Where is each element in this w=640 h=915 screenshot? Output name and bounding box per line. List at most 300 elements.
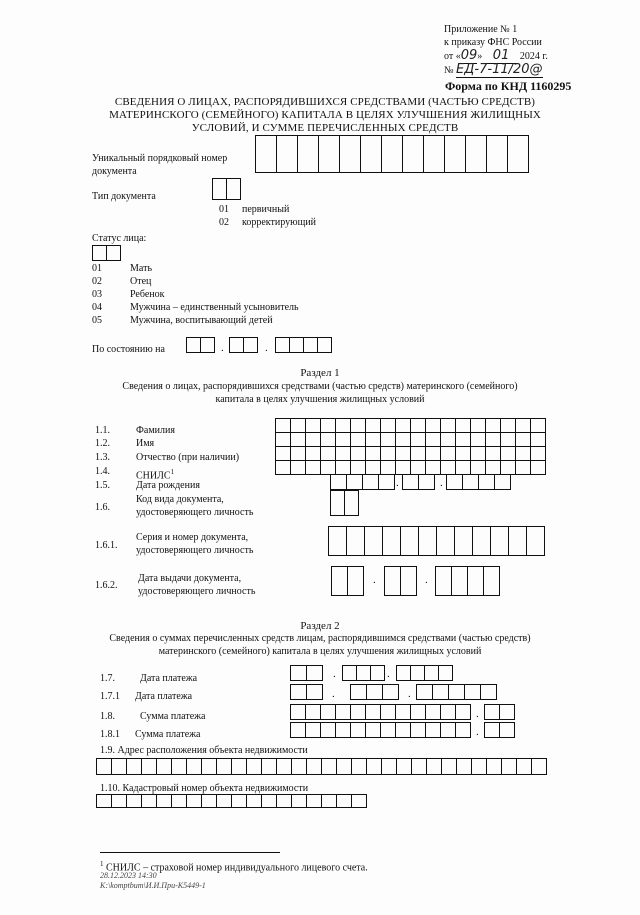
entry-cell[interactable]: [216, 794, 232, 808]
entry-cell[interactable]: [336, 794, 352, 808]
row-label-payment-sum-1: Сумма платежа: [135, 729, 201, 740]
entry-cell[interactable]: [400, 566, 417, 596]
entry-cell[interactable]: [410, 722, 426, 738]
fio-cell[interactable]: [350, 446, 366, 461]
entry-cell[interactable]: [365, 722, 381, 738]
entry-cell[interactable]: [226, 178, 241, 200]
entry-cell[interactable]: [291, 758, 307, 775]
entry-cell[interactable]: [351, 794, 367, 808]
entry-cell[interactable]: [276, 794, 292, 808]
entry-cell[interactable]: [526, 526, 545, 556]
fio-cell[interactable]: [335, 446, 351, 461]
entry-cell[interactable]: [378, 474, 395, 490]
entry-cell[interactable]: [186, 794, 202, 808]
entry-cell[interactable]: [365, 704, 381, 720]
entry-cell[interactable]: [384, 566, 401, 596]
as-of-month-cells[interactable]: [229, 337, 257, 353]
entry-cell[interactable]: [480, 684, 497, 700]
fio-cell[interactable]: [425, 460, 441, 475]
entry-cell[interactable]: [305, 722, 321, 738]
fio-cell[interactable]: [320, 432, 336, 447]
entry-cell[interactable]: [456, 758, 472, 775]
appendix-label: Приложение № 1: [444, 24, 518, 35]
entry-cell[interactable]: [472, 526, 491, 556]
entry-cell[interactable]: [455, 722, 471, 738]
entry-cell[interactable]: [96, 758, 112, 775]
row-num-1-1: 1.1.: [95, 425, 110, 436]
fio-cell[interactable]: [515, 460, 531, 475]
doc-code-cells[interactable]: [330, 490, 358, 516]
section1-heading: Раздел 1: [300, 367, 340, 379]
entry-cell[interactable]: [486, 135, 508, 173]
fio-cell[interactable]: [335, 460, 351, 475]
entry-cell[interactable]: [446, 474, 463, 490]
entry-cell[interactable]: [454, 526, 473, 556]
order-date: от «09» 01 2024 г.: [444, 48, 548, 63]
entry-cell[interactable]: [360, 135, 382, 173]
entry-cell[interactable]: [96, 794, 112, 808]
footnote-stamp2: К:\komptbum\И.И.Пpu-K5449-1: [100, 881, 206, 890]
fio-cell[interactable]: [395, 460, 411, 475]
entry-cell[interactable]: [346, 526, 365, 556]
fio-cell[interactable]: [275, 446, 291, 461]
row-label-surname: Фамилия: [136, 425, 175, 436]
status-code-03: 03: [92, 289, 102, 300]
fio-cell[interactable]: [350, 460, 366, 475]
entry-cell[interactable]: [306, 758, 322, 775]
entry-cell[interactable]: [328, 526, 347, 556]
birthdate-year-cells[interactable]: [446, 474, 510, 490]
entry-cell[interactable]: [464, 684, 481, 700]
fio-cell[interactable]: [320, 460, 336, 475]
status-text-01: Мать: [130, 263, 153, 274]
as-of-day-cells[interactable]: [186, 337, 214, 353]
entry-cell[interactable]: [426, 758, 442, 775]
entry-cell[interactable]: [416, 684, 433, 700]
entry-cell[interactable]: [380, 704, 396, 720]
entry-cell[interactable]: [346, 474, 363, 490]
entry-cell[interactable]: [171, 794, 187, 808]
fio-cell[interactable]: [455, 418, 471, 433]
entry-cell[interactable]: [111, 758, 127, 775]
fio-cell[interactable]: [530, 446, 546, 461]
form-title-line2: МАТЕРИНСКОГО (СЕМЕЙНОГО) КАПИТАЛА В ЦЕЛЯХ УЛУЧШЕНИЯ ЖИЛИЩНЫХ: [109, 109, 541, 121]
fio-cell[interactable]: [380, 418, 396, 433]
row-label-birthdate: Дата рождения: [136, 480, 200, 491]
entry-cell[interactable]: [141, 794, 157, 808]
entry-cell[interactable]: [438, 665, 453, 681]
date-day-handwritten: 09: [460, 48, 478, 63]
fio-cell[interactable]: [365, 418, 381, 433]
entry-cell[interactable]: [261, 794, 277, 808]
entry-cell[interactable]: [156, 758, 172, 775]
entry-cell[interactable]: [171, 758, 187, 775]
row-label-doc-series1: Серия и номер документа,: [136, 532, 249, 543]
entry-cell[interactable]: [243, 337, 258, 353]
birthdate-dot1: .: [396, 477, 399, 489]
entry-cell[interactable]: [111, 794, 127, 808]
fio-cell[interactable]: [290, 460, 306, 475]
fio-cell[interactable]: [440, 460, 456, 475]
fio-cell[interactable]: [500, 446, 516, 461]
entry-cell[interactable]: [290, 684, 307, 700]
fio-cell[interactable]: [470, 432, 486, 447]
entry-cell[interactable]: [212, 178, 227, 200]
entry-cell[interactable]: [424, 665, 439, 681]
fio-cell[interactable]: [275, 460, 291, 475]
pay-date-dot1: .: [333, 668, 336, 680]
entry-cell[interactable]: [330, 490, 345, 516]
doc-type-text-01: первичный: [242, 204, 290, 215]
status-cells[interactable]: [92, 245, 120, 261]
entry-cell[interactable]: [402, 474, 419, 490]
entry-cell[interactable]: [484, 722, 500, 738]
entry-cell[interactable]: [321, 758, 337, 775]
fio-cell[interactable]: [485, 432, 501, 447]
entry-cell[interactable]: [351, 758, 367, 775]
entry-cell[interactable]: [436, 526, 455, 556]
entry-cell[interactable]: [440, 704, 456, 720]
entry-cell[interactable]: [201, 758, 217, 775]
entry-cell[interactable]: [410, 704, 426, 720]
entry-cell[interactable]: [350, 704, 366, 720]
entry-cell[interactable]: [231, 794, 247, 808]
doc-type-text-02: корректирующий: [242, 217, 316, 228]
fio-cell[interactable]: [320, 446, 336, 461]
fio-cell[interactable]: [305, 418, 321, 433]
pay-date-month-cells[interactable]: [342, 665, 384, 681]
row-label-payment-date: Дата платежа: [140, 673, 198, 684]
cadastral-label: 1.10. Кадастровый номер объекта недвижимости: [100, 783, 309, 794]
birthdate-day-cells[interactable]: [330, 474, 394, 490]
section2-title2: материнского (семейного) капитала в целях улучшения жилищных условий: [158, 646, 482, 657]
fio-cell[interactable]: [530, 432, 546, 447]
fio-cell[interactable]: [515, 432, 531, 447]
fio-cell[interactable]: [410, 446, 426, 461]
address-label: 1.9. Адрес расположения объекта недвижимости: [100, 745, 308, 756]
footnote-stamp1: 28.12.2023 14:30: [100, 871, 157, 880]
fio-cell[interactable]: [515, 418, 531, 433]
fio-cell[interactable]: [410, 432, 426, 447]
entry-cell[interactable]: [320, 704, 336, 720]
row-num-1-5: 1.5.: [95, 480, 110, 491]
entry-cell[interactable]: [330, 474, 347, 490]
entry-cell[interactable]: [507, 135, 529, 173]
fio-cell[interactable]: [515, 446, 531, 461]
fio-cell[interactable]: [455, 432, 471, 447]
entry-cell[interactable]: [395, 722, 411, 738]
entry-cell[interactable]: [246, 794, 262, 808]
entry-cell[interactable]: [382, 526, 401, 556]
entry-cell[interactable]: [465, 135, 487, 173]
fio-cell[interactable]: [350, 432, 366, 447]
entry-cell[interactable]: [441, 758, 457, 775]
entry-cell[interactable]: [478, 474, 495, 490]
entry-cell[interactable]: [320, 722, 336, 738]
entry-cell[interactable]: [455, 704, 471, 720]
pay-date1-month-cells[interactable]: [350, 684, 398, 700]
as-of-dot2: .: [265, 342, 268, 354]
fio-cell[interactable]: [425, 446, 441, 461]
entry-cell[interactable]: [321, 794, 337, 808]
entry-cell[interactable]: [289, 337, 304, 353]
entry-cell[interactable]: [380, 722, 396, 738]
row-label-snils: СНИЛС$^1$: [136, 468, 175, 482]
entry-cell[interactable]: [317, 337, 332, 353]
entry-cell[interactable]: [356, 665, 371, 681]
entry-cell[interactable]: [276, 758, 292, 775]
fio-cell[interactable]: [395, 446, 411, 461]
row-num-1-4: 1.4.: [95, 466, 110, 477]
entry-cell[interactable]: [486, 758, 502, 775]
fio-cell[interactable]: [305, 446, 321, 461]
status-text-03: Ребенок: [130, 289, 165, 300]
pay-sum1-kop-cells[interactable]: [484, 722, 514, 738]
entry-cell[interactable]: [306, 684, 323, 700]
entry-cell[interactable]: [229, 337, 244, 353]
entry-cell[interactable]: [425, 704, 441, 720]
fio-cell[interactable]: [305, 432, 321, 447]
fio-cell[interactable]: [470, 446, 486, 461]
entry-cell[interactable]: [396, 758, 412, 775]
entry-cell[interactable]: [261, 758, 277, 775]
entry-cell[interactable]: [255, 135, 277, 173]
fio-cell[interactable]: [470, 418, 486, 433]
entry-cell[interactable]: [423, 135, 445, 173]
entry-cell[interactable]: [231, 758, 247, 775]
entry-cell[interactable]: [381, 758, 397, 775]
doc-series-cells[interactable]: [328, 526, 544, 556]
entry-cell[interactable]: [106, 245, 121, 261]
pay-date-year-cells[interactable]: [396, 665, 452, 681]
entry-cell[interactable]: [366, 758, 382, 775]
birthdate-dot2: .: [440, 477, 443, 489]
row-num-1-8-1: 1.8.1: [100, 729, 120, 740]
row-label-doc-code2: удостоверяющего личность: [136, 507, 254, 518]
entry-cell[interactable]: [410, 665, 425, 681]
entry-cell[interactable]: [342, 665, 357, 681]
entry-cell[interactable]: [303, 337, 318, 353]
address-cells[interactable]: [96, 758, 546, 775]
entry-cell[interactable]: [451, 566, 468, 596]
status-text-05: Мужчина, воспитывающий детей: [130, 315, 273, 326]
entry-cell[interactable]: [499, 722, 515, 738]
entry-cell[interactable]: [366, 684, 383, 700]
fio-cell[interactable]: [530, 418, 546, 433]
fio-cell[interactable]: [485, 446, 501, 461]
entry-cell[interactable]: [141, 758, 157, 775]
fio-cell[interactable]: [470, 460, 486, 475]
fio-cell[interactable]: [380, 432, 396, 447]
fio-cell[interactable]: [530, 460, 546, 475]
entry-cell[interactable]: [494, 474, 511, 490]
entry-cell[interactable]: [440, 722, 456, 738]
entry-cell[interactable]: [335, 722, 351, 738]
status-code-05: 05: [92, 315, 102, 326]
entry-cell[interactable]: [400, 526, 419, 556]
fio-cell[interactable]: [275, 432, 291, 447]
entry-cell[interactable]: [331, 566, 348, 596]
doc-type-code-02: 02: [219, 217, 229, 228]
doc-type-cells[interactable]: [212, 178, 240, 200]
fio-cell[interactable]: [455, 446, 471, 461]
row-label-doc-date1: Дата выдачи документа,: [138, 573, 242, 584]
fio-cell[interactable]: [305, 460, 321, 475]
row-num-1-7: 1.7.: [100, 673, 115, 684]
entry-cell[interactable]: [362, 474, 379, 490]
entry-cell[interactable]: [344, 490, 359, 516]
entry-cell[interactable]: [402, 135, 424, 173]
entry-cell[interactable]: [347, 566, 364, 596]
pay-date1-day-cells[interactable]: [290, 684, 322, 700]
entry-cell[interactable]: [501, 758, 517, 775]
entry-cell[interactable]: [499, 704, 515, 720]
doc-date-year-cells[interactable]: [435, 566, 499, 596]
fio-cell[interactable]: [365, 460, 381, 475]
footnote-divider: [100, 852, 280, 853]
entry-cell[interactable]: [201, 794, 217, 808]
entry-cell[interactable]: [306, 665, 323, 681]
entry-cell[interactable]: [336, 758, 352, 775]
entry-cell[interactable]: [126, 758, 142, 775]
fio-cell[interactable]: [380, 446, 396, 461]
fio-cell[interactable]: [290, 418, 306, 433]
entry-cell[interactable]: [471, 758, 487, 775]
entry-cell[interactable]: [467, 566, 484, 596]
entry-cell[interactable]: [435, 566, 452, 596]
entry-cell[interactable]: [484, 704, 500, 720]
fio-grid[interactable]: [275, 418, 545, 475]
entry-cell[interactable]: [418, 526, 437, 556]
entry-cell[interactable]: [297, 135, 319, 173]
as-of-year-cells[interactable]: [275, 337, 331, 353]
entry-cell[interactable]: [418, 474, 435, 490]
entry-cell[interactable]: [339, 135, 361, 173]
entry-cell[interactable]: [350, 684, 367, 700]
entry-cell[interactable]: [290, 665, 307, 681]
fio-cell[interactable]: [440, 446, 456, 461]
entry-cell[interactable]: [490, 526, 509, 556]
fio-cell[interactable]: [380, 460, 396, 475]
entry-cell[interactable]: [276, 135, 298, 173]
fio-cell[interactable]: [290, 432, 306, 447]
entry-cell[interactable]: [444, 135, 466, 173]
unique-number-label2: документа: [92, 166, 137, 177]
fio-cell[interactable]: [485, 418, 501, 433]
status-code-01: 01: [92, 263, 102, 274]
entry-cell[interactable]: [370, 665, 385, 681]
entry-cell[interactable]: [425, 722, 441, 738]
entry-cell[interactable]: [396, 665, 411, 681]
entry-cell[interactable]: [156, 794, 172, 808]
entry-cell[interactable]: [275, 337, 290, 353]
entry-cell[interactable]: [186, 337, 201, 353]
entry-cell[interactable]: [318, 135, 340, 173]
entry-cell[interactable]: [448, 684, 465, 700]
fio-cell[interactable]: [425, 418, 441, 433]
fio-cell[interactable]: [440, 432, 456, 447]
entry-cell[interactable]: [531, 758, 547, 775]
entry-cell[interactable]: [92, 245, 107, 261]
row-label-name: Имя: [136, 438, 155, 449]
row-num-1-6-1: 1.6.1.: [95, 540, 118, 551]
cadastral-cells[interactable]: [96, 794, 366, 808]
pay-sum-kop-cells[interactable]: [484, 704, 514, 720]
fio-cell[interactable]: [335, 418, 351, 433]
pay-date1-year-cells[interactable]: [416, 684, 496, 700]
entry-cell[interactable]: [395, 704, 411, 720]
pay-sum-rub-cells[interactable]: [290, 704, 470, 720]
entry-cell[interactable]: [335, 704, 351, 720]
fio-cell[interactable]: [500, 418, 516, 433]
entry-cell[interactable]: [306, 794, 322, 808]
entry-cell[interactable]: [290, 704, 306, 720]
row-label-doc-date2: удостоверяющего личность: [138, 586, 256, 597]
entry-cell[interactable]: [200, 337, 215, 353]
entry-cell[interactable]: [411, 758, 427, 775]
fio-cell[interactable]: [500, 460, 516, 475]
fio-cell[interactable]: [290, 446, 306, 461]
entry-cell[interactable]: [186, 758, 202, 775]
fio-cell[interactable]: [365, 446, 381, 461]
entry-cell[interactable]: [483, 566, 500, 596]
status-text-02: Отец: [130, 276, 152, 287]
fio-cell[interactable]: [425, 432, 441, 447]
doc-date-day-cells[interactable]: [331, 566, 363, 596]
doc-date-month-cells[interactable]: [384, 566, 416, 596]
entry-cell[interactable]: [246, 758, 262, 775]
row-num-1-8: 1.8.: [100, 711, 115, 722]
pay-date-day-cells[interactable]: [290, 665, 322, 681]
entry-cell[interactable]: [516, 758, 532, 775]
fio-cell[interactable]: [410, 418, 426, 433]
as-of-label: По состоянию на: [92, 344, 165, 355]
fio-cell[interactable]: [275, 418, 291, 433]
fio-cell[interactable]: [395, 418, 411, 433]
number-handwritten: ЕД-7-11/20@: [456, 62, 543, 77]
entry-cell[interactable]: [305, 704, 321, 720]
entry-cell[interactable]: [432, 684, 449, 700]
entry-cell[interactable]: [216, 758, 232, 775]
form-title-line1: СВЕДЕНИЯ О ЛИЦАХ, РАСПОРЯДИВШИХСЯ СРЕДСТВАМИ (ЧАСТЬЮ СРЕДСТВ): [114, 96, 536, 108]
entry-cell[interactable]: [382, 684, 399, 700]
unique-number-cells[interactable]: [255, 135, 528, 173]
fio-cell[interactable]: [395, 432, 411, 447]
entry-cell[interactable]: [126, 794, 142, 808]
fio-cell[interactable]: [350, 418, 366, 433]
fio-cell[interactable]: [410, 460, 426, 475]
fio-cell[interactable]: [320, 418, 336, 433]
pay-date1-dot2: .: [408, 688, 411, 700]
pay-sum1-dot: .: [476, 726, 479, 738]
entry-cell[interactable]: [290, 722, 306, 738]
fio-cell[interactable]: [365, 432, 381, 447]
entry-cell[interactable]: [381, 135, 403, 173]
entry-cell[interactable]: [462, 474, 479, 490]
entry-cell[interactable]: [350, 722, 366, 738]
entry-cell[interactable]: [364, 526, 383, 556]
entry-cell[interactable]: [291, 794, 307, 808]
pay-sum1-rub-cells[interactable]: [290, 722, 470, 738]
fio-cell[interactable]: [485, 460, 501, 475]
entry-cell[interactable]: [508, 526, 527, 556]
birthdate-month-cells[interactable]: [402, 474, 434, 490]
fio-cell[interactable]: [440, 418, 456, 433]
fio-cell[interactable]: [455, 460, 471, 475]
row-num-1-3: 1.3.: [95, 452, 110, 463]
fio-cell[interactable]: [500, 432, 516, 447]
fio-cell[interactable]: [335, 432, 351, 447]
